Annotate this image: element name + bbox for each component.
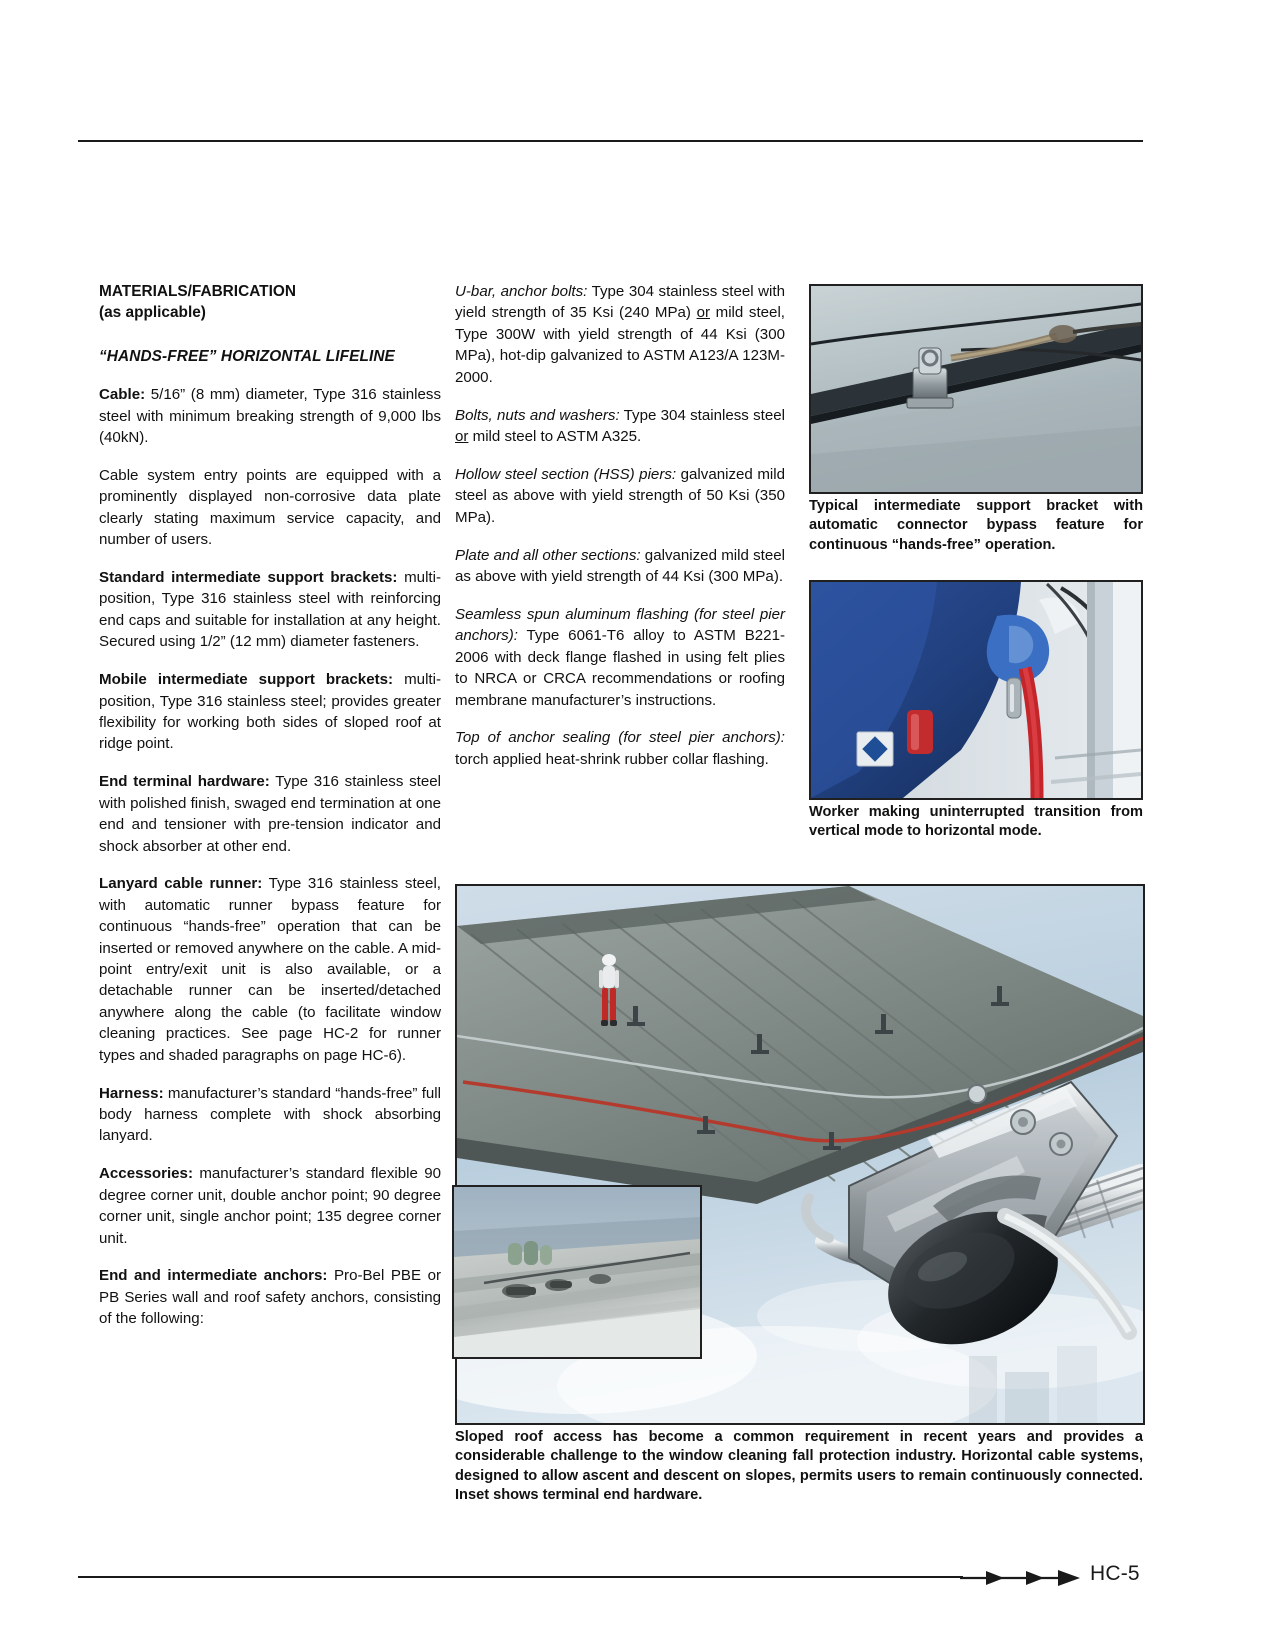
paragraph-lead: Seamless spun aluminum flashing (for steel pier anchors): [455, 605, 785, 645]
paragraph [99, 465, 441, 551]
paragraph-lead: Standard intermediate support brackets: [99, 569, 398, 587]
paragraph-body: galvanized mild steel as above with yield strength of 44 Ksi (300 MPa). [455, 546, 785, 585]
paragraph-body: Pro-Bel PBE or PB Series wall and roof safety anchors, consisting of the following: [99, 1267, 441, 1328]
paragraph-body: torch applied heat-shrink rubber collar flashing. [455, 750, 769, 768]
figure-caption-1: Typical intermediate support bracket with automatic connector bypass feature for continuous “hands-free” operation. [809, 498, 1143, 553]
photo-artwork-inset [454, 1187, 700, 1357]
paragraph-body-2: mild steel to ASTM A325. [468, 427, 642, 445]
section-subheading: “HANDS-FREE” HORIZONTAL LIFELINE [99, 347, 395, 365]
paragraph-body: multi-position, Type 316 stainless steel; provides greater flexibility for working both sides of sloped roof at ridge point. [99, 671, 442, 753]
paragraph-body: 5/16” (8 mm) diameter, Type 316 stainless steel with minimum breaking strength of 9,000 lbs (40kN). [99, 386, 441, 447]
paragraph-lead: U-bar, anchor bolts: [455, 283, 588, 300]
paragraph-body: manufacturer’s standard flexible 90 degree corner unit, double anchor point; 90 degree corner unit, single anchor point; 135 degree corner unit. [99, 1165, 441, 1247]
paragraph-lead: Hollow steel section (HSS) piers: [455, 465, 677, 483]
header-rule [78, 140, 1143, 142]
text-column-left [99, 281, 441, 1330]
paragraph-lead: Plate and all other sections: [455, 546, 641, 564]
photo-artwork-bracket [811, 286, 1141, 492]
paragraph [99, 669, 441, 755]
paragraph-lead: End terminal hardware: [99, 773, 270, 791]
paragraph-emphasis: or [455, 427, 469, 445]
paragraph-lead: Mobile intermediate support brackets: [99, 671, 394, 689]
figure-caption-2: Worker making uninterrupted transition from vertical mode to horizontal mode. [809, 804, 1143, 840]
figure-inset-terminal-end-hardware [452, 1185, 702, 1359]
paragraph-body: Cable system entry points are equipped with a prominently displayed non-corrosive data plate clearly stating maximum service capacity, and number of users. [99, 466, 441, 549]
arrow-right-icon [960, 1566, 1080, 1588]
paragraph [455, 281, 785, 388]
photo-artwork-worker [811, 582, 1141, 798]
paragraph-body-2: mild steel, Type 300W with yield strength of 44 Ksi (300 MPa), hot-dip galvanized to ASTM A123/A 123M-2000. [455, 304, 785, 386]
paragraph [455, 405, 785, 448]
figure-worker-transition [809, 580, 1143, 800]
paragraph [455, 464, 785, 528]
paragraph [455, 604, 785, 711]
paragraph-body: manufacturer’s standard “hands-free” full body harness complete with shock absorbing lanyard. [99, 1084, 441, 1145]
paragraph-body: Type 304 stainless steel with yield strength of 35 Ksi (240 MPa) [455, 283, 785, 322]
paragraph-emphasis: or [696, 304, 710, 322]
footer-arrow-decoration [960, 1566, 1080, 1588]
section-heading-line2: (as applicable) [99, 304, 206, 322]
paragraph [99, 771, 441, 857]
paragraph [455, 545, 785, 588]
section-heading [99, 281, 441, 324]
paragraph-lead: Lanyard cable runner: [99, 875, 263, 893]
paragraph [99, 1163, 441, 1249]
paragraph-body: Type 316 stainless steel with polished finish, swaged end termination at one end and tensioner with pre-tension indicator and shock absorber at other end. [99, 773, 441, 855]
paragraph-body: galvanized mild steel as above with yield strength of 50 Ksi (350 MPa). [455, 465, 785, 526]
paragraph-body: Type 316 stainless steel, with automatic runner bypass feature for continuous “hands-free” operation that can be inserted or removed anywhere on the cable. A mid-point entry/exit unit is also available, or a detachable runner can be inserted/detached anywhere along the cable (to facilitate window cleaning practices. See page HC-2 for runner types and shaded paragraphs on page HC-6). [99, 875, 441, 1064]
page-number: HC-5 [1090, 1562, 1140, 1585]
paragraph-lead: Top of anchor sealing (for steel pier anchors): [455, 729, 785, 747]
paragraph-lead: End and intermediate anchors: [99, 1267, 328, 1285]
paragraph-lead: Harness: [99, 1084, 164, 1102]
paragraph-lead: Cable: [99, 386, 146, 404]
paragraph-lead: Accessories: [99, 1165, 193, 1183]
paragraph [99, 384, 441, 448]
figure-intermediate-support-bracket [809, 284, 1143, 494]
paragraph-body: Type 304 stainless steel [619, 406, 785, 424]
section-heading-line1: MATERIALS/FABRICATION [99, 283, 296, 300]
figure-caption-3: Sloped roof access has become a common requirement in recent years and provides a considerable challenge to the window cleaning fall protection industry. Horizontal cable systems, designed to allow ascent and descent on slopes, permits users to remain continuously connected. Inset shows terminal end hardware. [455, 1429, 1143, 1504]
paragraph [99, 1265, 441, 1329]
paragraph-lead: Bolts, nuts and washers: [455, 406, 620, 424]
paragraph [99, 567, 441, 653]
paragraph [455, 727, 785, 770]
paragraph [99, 873, 441, 1066]
footer-rule [78, 1576, 963, 1578]
paragraph-body: multi- position, Type 316 stainless steel with reinforcing end caps and suitable for installation at any height. Secured using 1/2” (12 mm) diameter fasteners. [99, 569, 441, 651]
paragraph [99, 1083, 441, 1147]
paragraph-body: Type 6061-T6 alloy to ASTM B221-2006 with deck flange flashed in using felt plies to NRCA or CRCA recommendations or roofing membrane manufacturer’s instructions. [455, 627, 785, 709]
text-column-middle [455, 281, 785, 770]
